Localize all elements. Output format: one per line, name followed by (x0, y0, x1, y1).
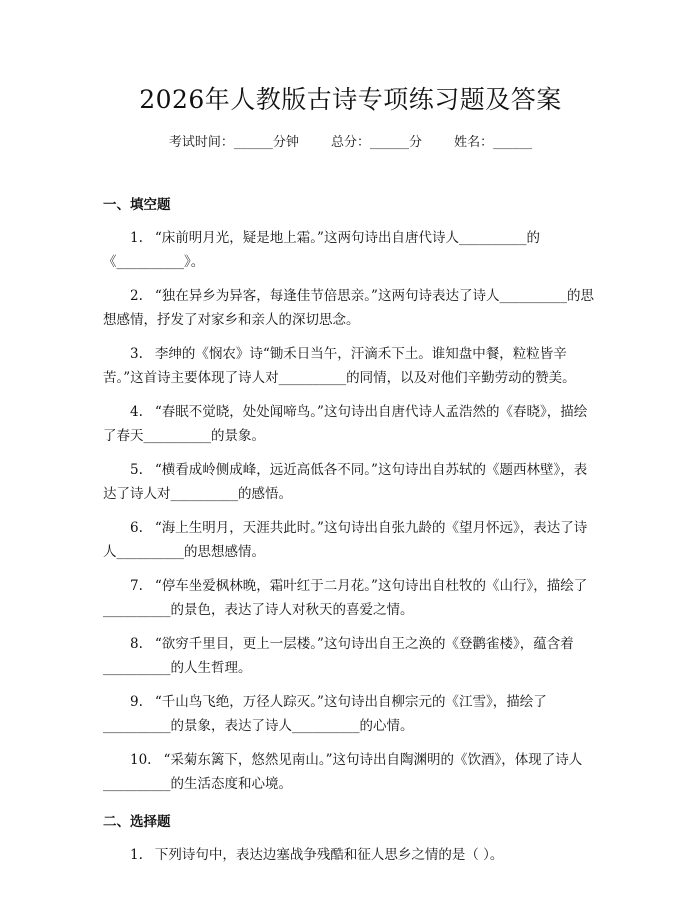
question-item (103, 342, 598, 390)
question-item (103, 690, 598, 738)
student-name-field: 姓名：______ (454, 135, 533, 150)
question-text: “春眠不觉晓，处处闻啼鸟。”这句诗出自唐代诗人孟浩然的《春晓》，描绘了春天__________的景象。 (103, 404, 588, 444)
question-text: “千山鸟飞绝，万径人踪灭。”这句诗出自柳宗元的《江雪》，描绘了__________的景象，表达了诗人__________的心情。 (103, 694, 547, 734)
question-number: 8. (130, 636, 143, 652)
question-number: 6. (130, 520, 143, 536)
question-text: “欲穷千里目，更上一层楼。”这句诗出自王之涣的《登鹳雀楼》，蕴含着__________的人生哲理。 (103, 636, 574, 676)
total-score-field: 总分：______分 (330, 135, 422, 150)
question-number: 2. (130, 288, 143, 304)
section-heading-fill-blank: 一、填空题 (103, 197, 171, 213)
question-item (103, 748, 598, 796)
question-item (103, 843, 598, 867)
question-number: 9. (130, 694, 143, 710)
question-item (103, 400, 598, 448)
question-text: 李绅的《悯农》诗“锄禾日当午，汗滴禾下土。谁知盘中餐，粒粒皆辛苦。”这首诗主要体现了诗人对__________的同情，以及对他们辛勤劳动的赞美。 (103, 346, 576, 386)
question-number: 10. (130, 752, 152, 768)
question-number: 5. (130, 462, 143, 478)
question-text: “独在异乡为异客，每逢佳节倍思亲。”这两句诗表达了诗人__________的思想感情，抒发了对家乡和亲人的深切思念。 (103, 288, 594, 328)
question-item (103, 574, 598, 622)
question-number: 4. (130, 404, 143, 420)
question-number: 7. (130, 578, 143, 594)
question-item (103, 226, 598, 274)
question-number: 1. (130, 230, 143, 246)
question-text: 下列诗句中，表达边塞战争残酷和征人思乡之情的是（ ）。 (154, 847, 504, 863)
question-item (103, 516, 598, 564)
question-text: “床前明月光，疑是地上霜。”这两句诗出自唐代诗人__________的《__________》。 (103, 230, 540, 270)
question-text: “采菊东篱下，悠然见南山。”这句诗出自陶渊明的《饮酒》，体现了诗人__________的生活态度和心境。 (103, 752, 583, 792)
page-title: 2026年人教版古诗专项练习题及答案 (139, 85, 562, 114)
question-text: “横看成岭侧成峰，远近高低各不同。”这句诗出自苏轼的《题西林壁》，表达了诗人对__________的感悟。 (103, 462, 588, 502)
question-text: “海上生明月，天涯共此时。”这句诗出自张九龄的《望月怀远》，表达了诗人__________的思想感情。 (103, 520, 588, 560)
question-item (103, 284, 598, 332)
multiple-choice-question-list (103, 843, 598, 867)
question-number: 1. (130, 847, 143, 863)
section-heading-multiple-choice: 二、选择题 (103, 814, 171, 830)
question-item (103, 632, 598, 680)
question-number: 3. (130, 346, 143, 362)
exam-meta (103, 134, 598, 152)
fill-blank-question-list (103, 226, 598, 796)
exam-time-field: 考试时间：______分钟 (168, 135, 299, 150)
question-text: “停车坐爱枫林晚，霜叶红于二月花。”这句诗出自杜牧的《山行》，描绘了__________的景色，表达了诗人对秋天的喜爱之情。 (103, 578, 588, 618)
question-item (103, 458, 598, 506)
